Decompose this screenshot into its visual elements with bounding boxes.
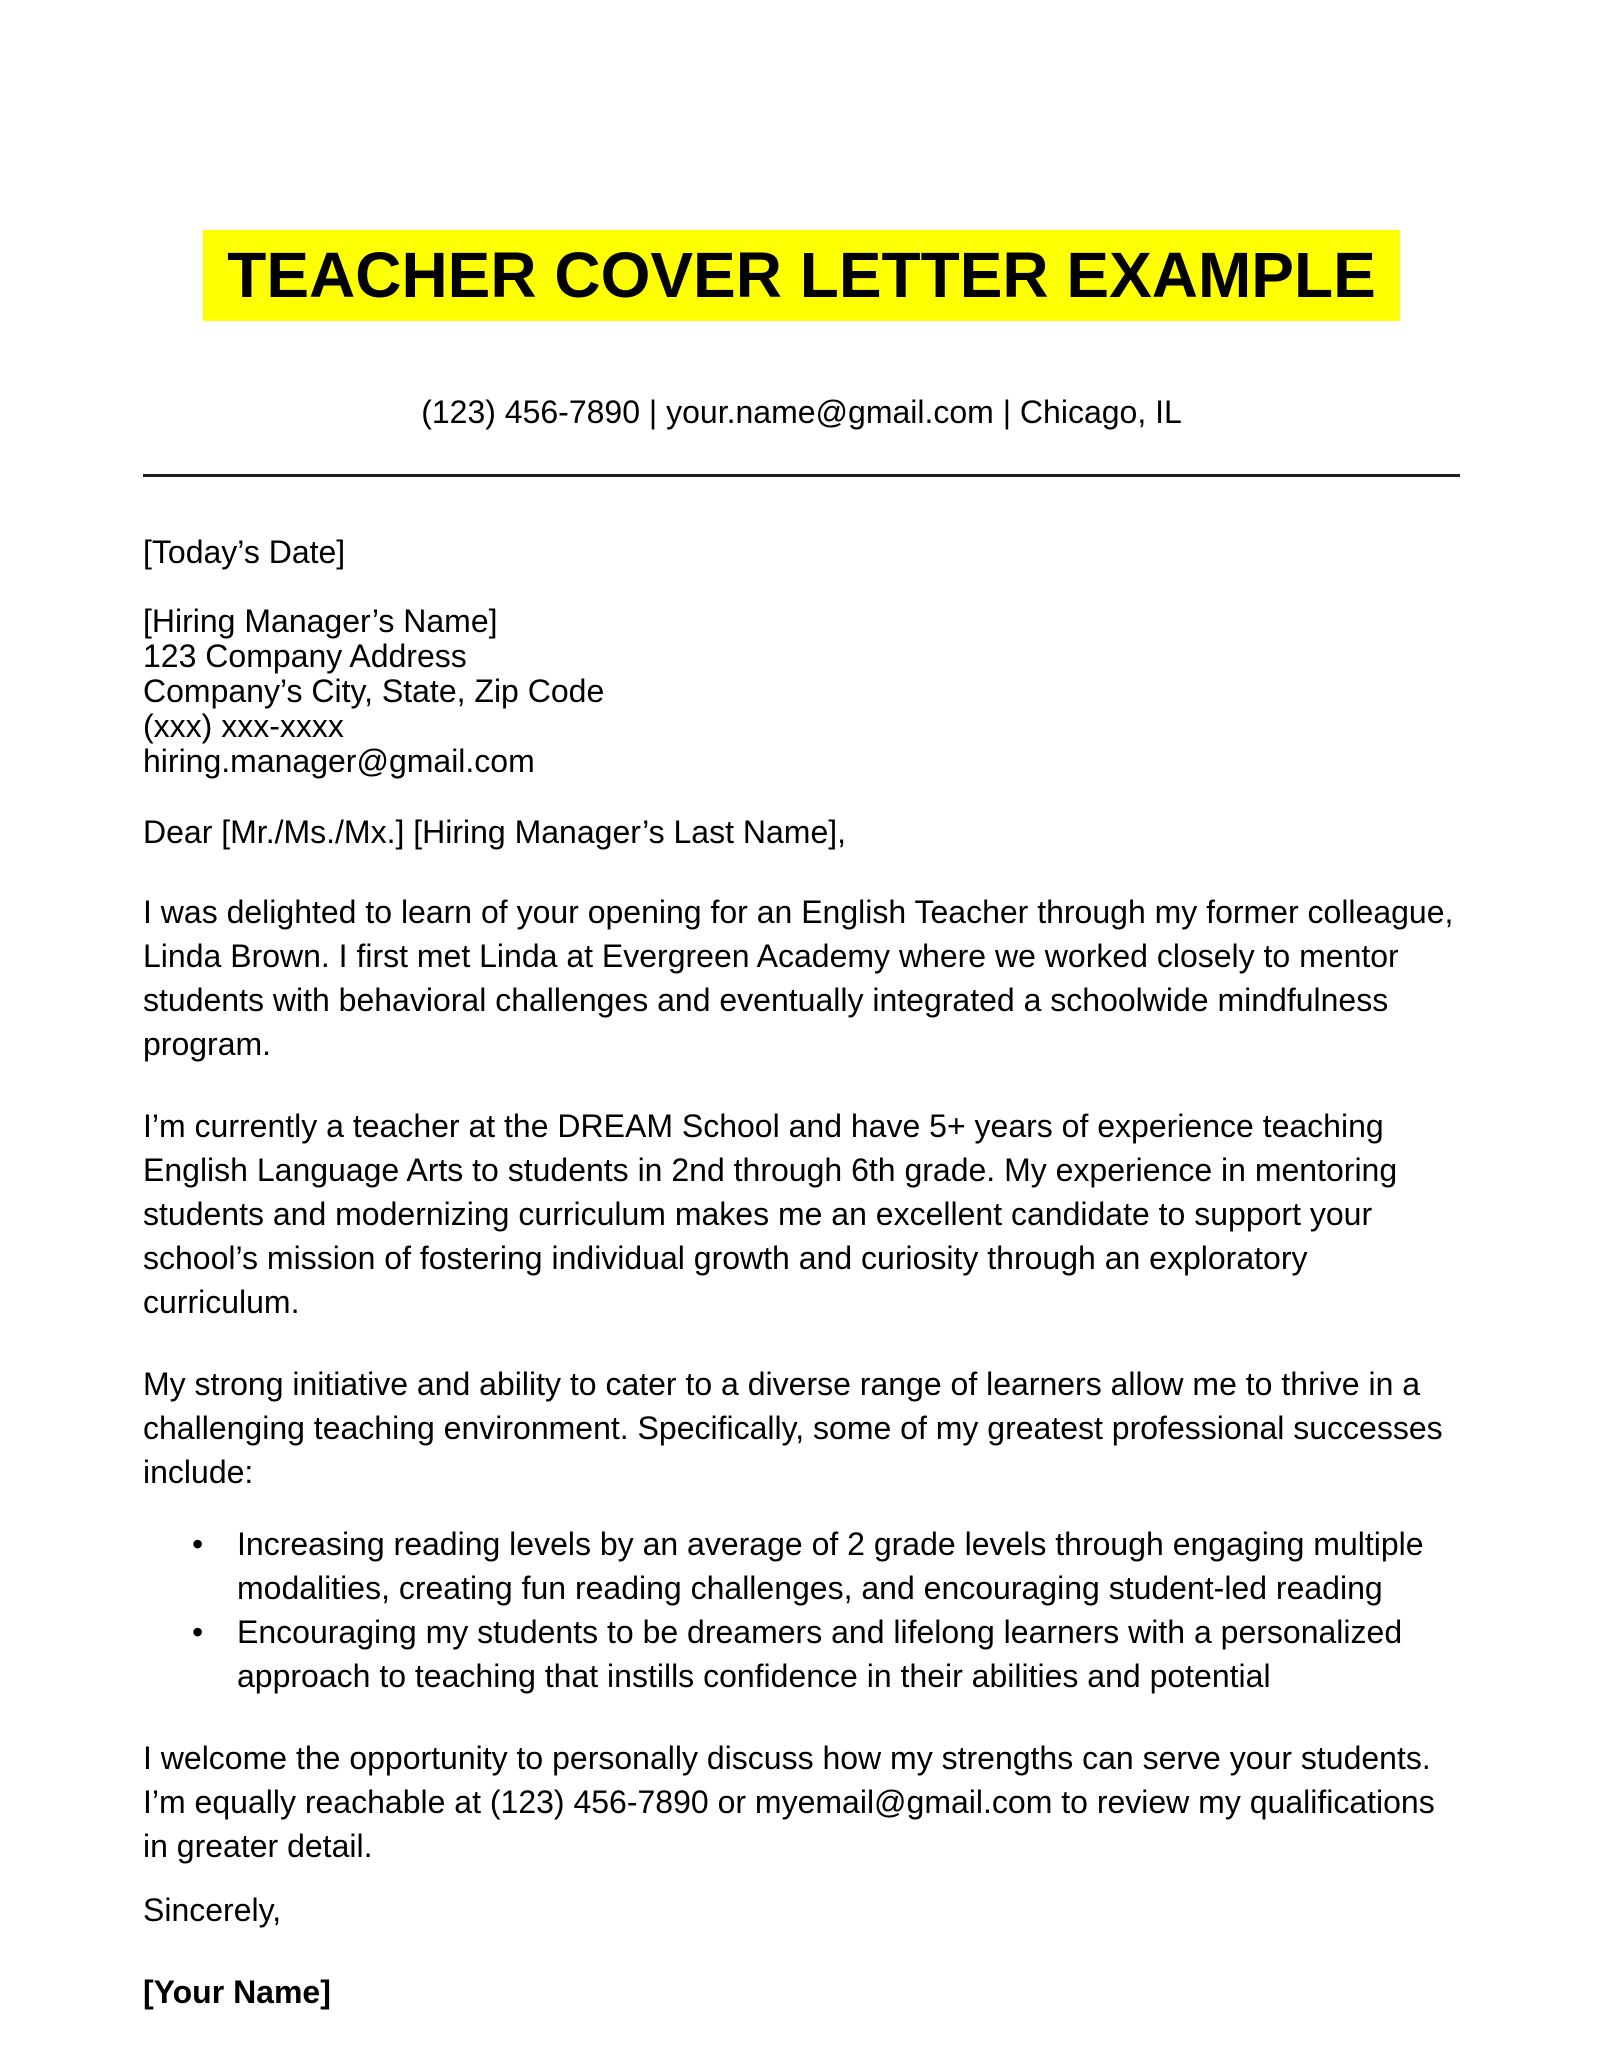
closing-paragraph: I welcome the opportunity to personally discuss how my strengths can serve your students. I’m equally reachable at (123) 456-7890 or myemail@gmail.com to review my qualifications in greater detail. [143,1739,1435,1864]
page-title: TEACHER COVER LETTER EXAMPLE [203,230,1400,321]
bullet-dot-icon: • [192,1613,204,1650]
achievement-bullet-list [143,1522,1460,1698]
bullet-dot-icon: • [192,1525,204,1562]
signature-name-placeholder: [Your Name] [143,1973,331,2010]
recipient-email: hiring.manager@gmail.com [143,742,535,779]
title-row [143,187,1460,364]
body-paragraph-3: My strong initiative and ability to cater to a diverse range of learners allow me to thrive in a challenging teaching environment. Specifically, some of my greatest professional successes include: [143,1365,1443,1490]
bullet-item-1-text: Increasing reading levels by an average of 2 grade levels through engaging multiple modalities, creating fun reading challenges, and encouraging student-led reading [237,1525,1424,1606]
salutation: Dear [Mr./Ms./Mx.] [Hiring Manager’s Last Name], [143,813,847,850]
recipient-block [143,604,1460,779]
body-paragraph-1: I was delighted to learn of your opening for an English Teacher through my former colleague, Linda Brown. I first met Linda at Evergreen Academy where we worked closely to mentor students with behavioral challenges and eventually integrated a schoolwide mindfulness program. [143,893,1454,1062]
recipient-address-line2: Company’s City, State, Zip Code [143,672,605,709]
recipient-name: [Hiring Manager’s Name] [143,602,498,639]
header-divider [143,474,1460,477]
date-placeholder: [Today’s Date] [143,533,346,570]
bullet-item-2-text: Encouraging my students to be dreamers and lifelong learners with a personalized approach to teaching that instills confidence in their abilities and potential [237,1613,1403,1694]
body-paragraph-2: I’m currently a teacher at the DREAM School and have 5+ years of experience teaching English Language Arts to students in 2nd through 6th grade. My experience in mentoring students and modernizing curriculum makes me an excellent candidate to support your school’s mission of fostering individual growth and curiosity through an exploratory curriculum. [143,1107,1398,1320]
sign-off: Sincerely, [143,1891,282,1928]
contact-info-line: (123) 456-7890 | your.name@gmail.com | Chicago, IL [421,393,1182,430]
recipient-address-line1: 123 Company Address [143,637,467,674]
bullet-item-1 [143,1522,1460,1610]
bullet-item-2 [143,1610,1460,1698]
recipient-phone: (xxx) xxx-xxxx [143,707,344,744]
